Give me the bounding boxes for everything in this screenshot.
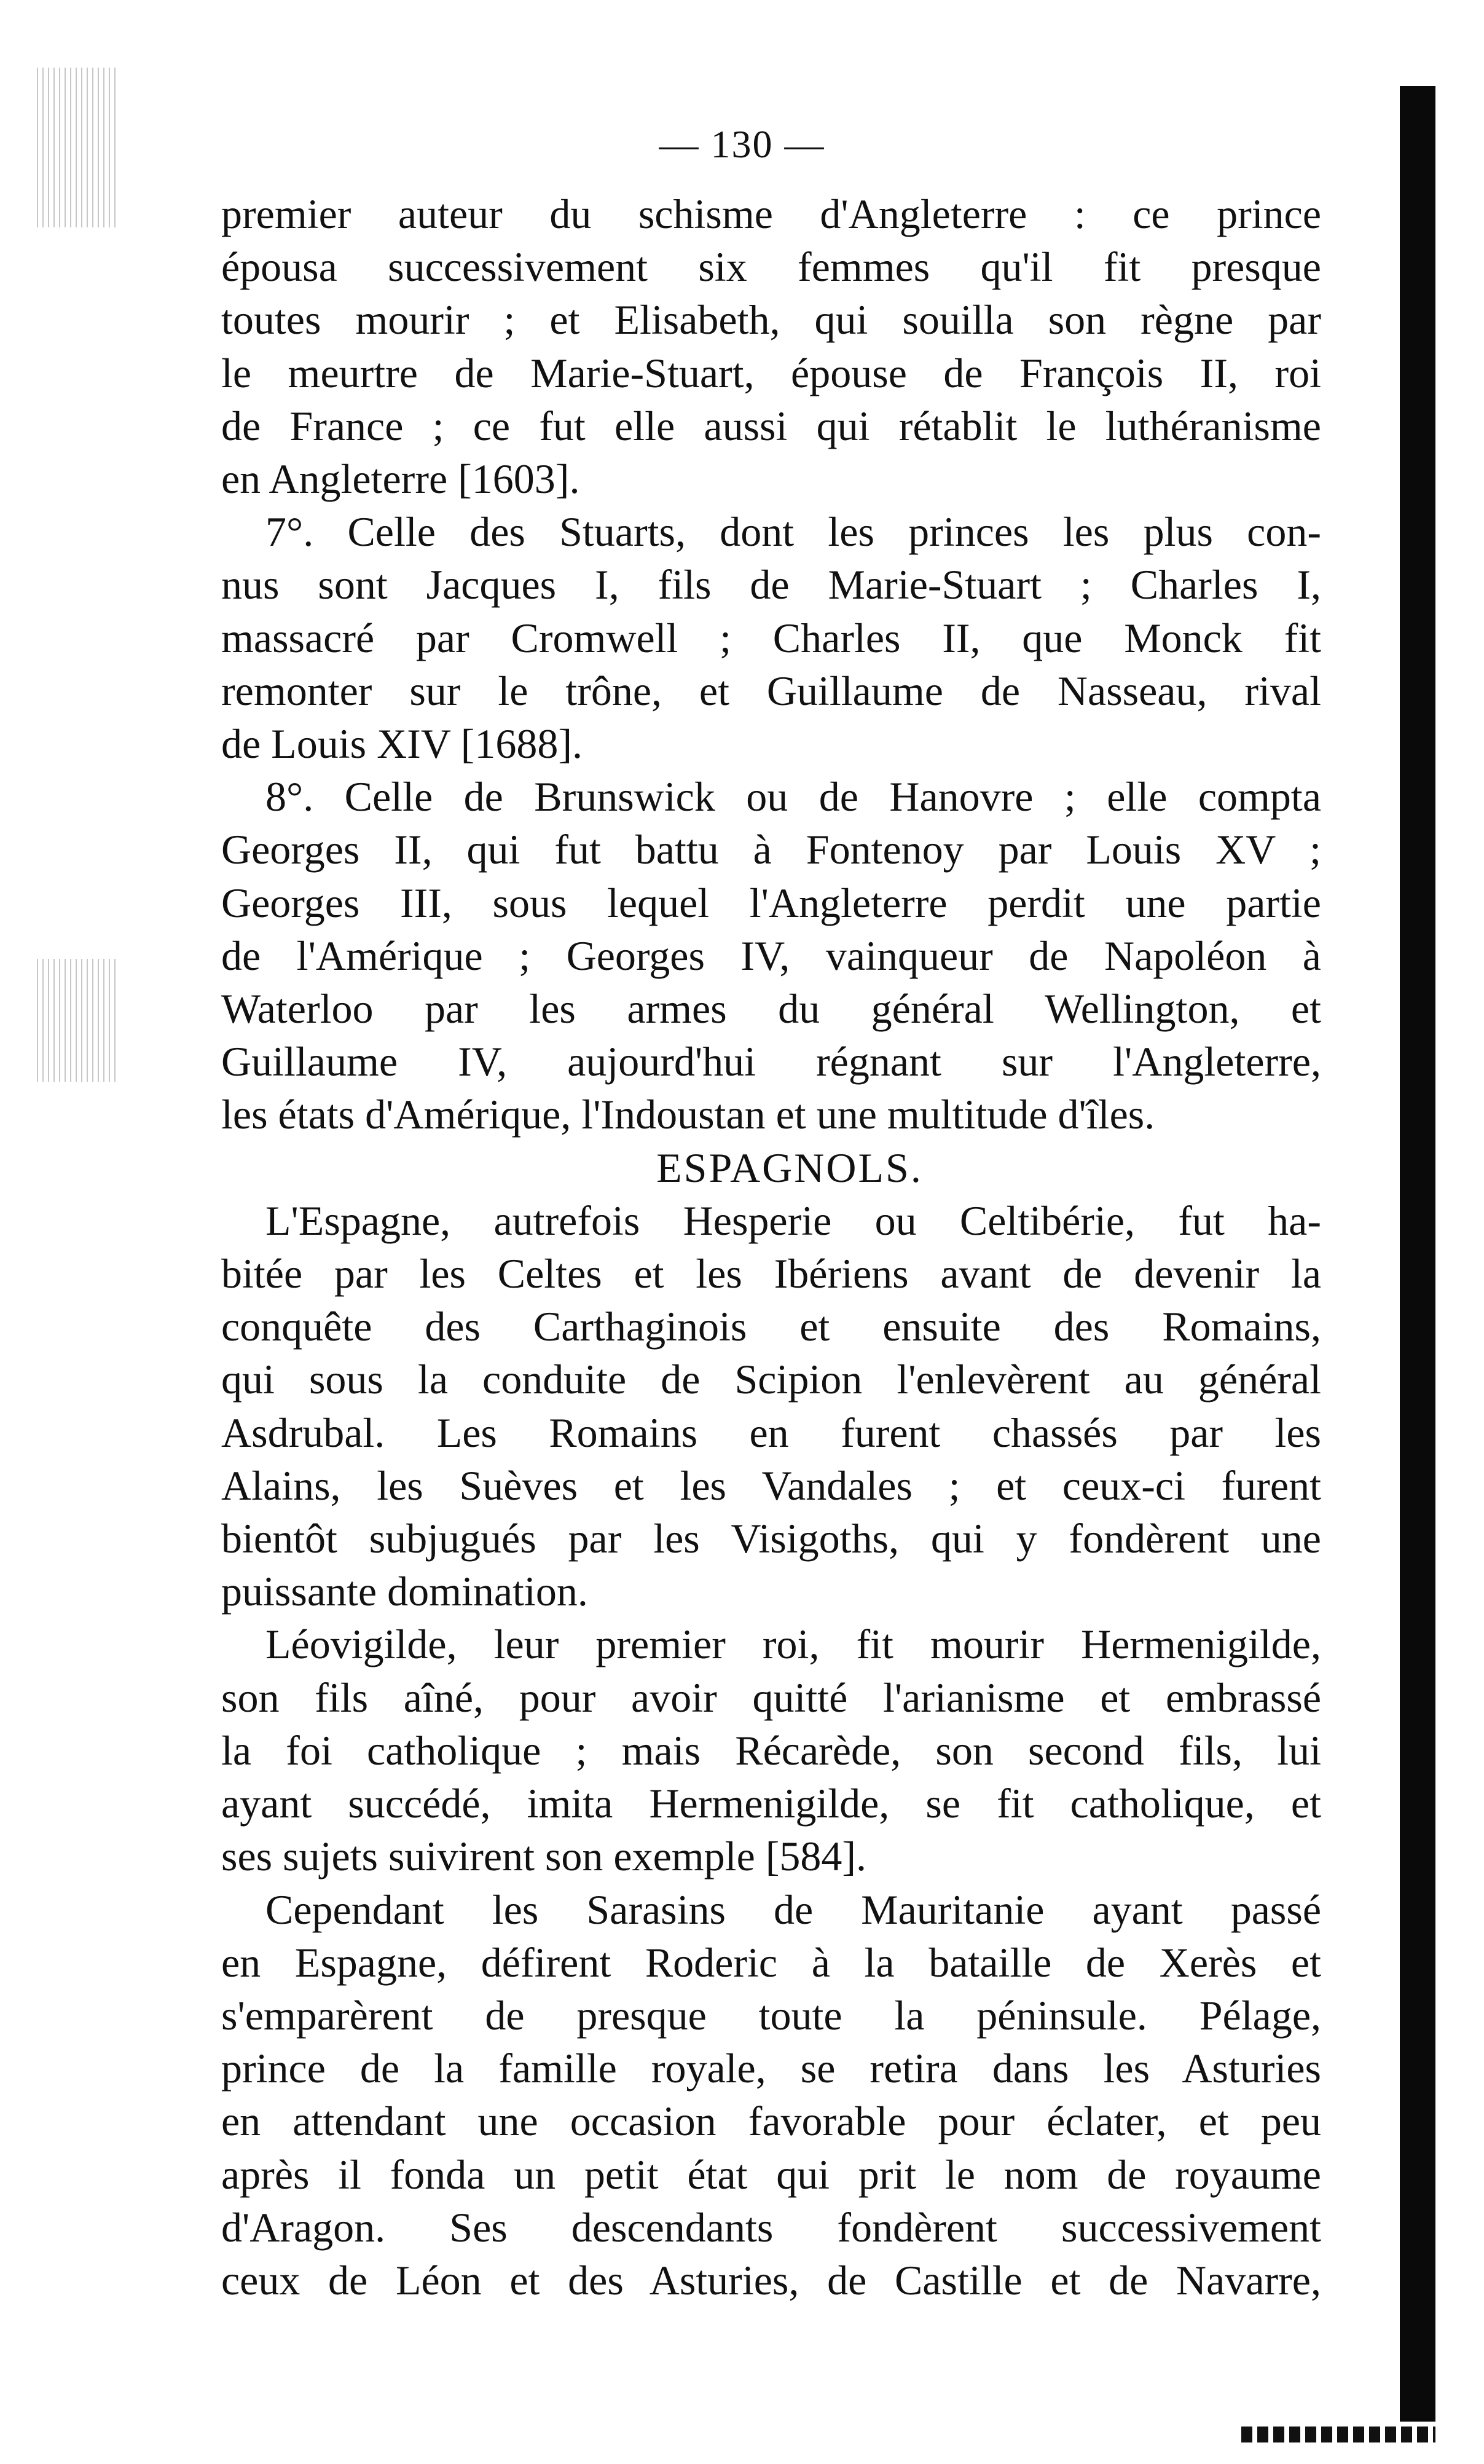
- binding-edge-tail: [1241, 2427, 1435, 2442]
- text-line: d'Aragon. Ses descendants fondèrent successivement: [221, 2203, 1321, 2251]
- text-line: en Espagne, défirent Roderic à la bataille de Xerès et: [221, 1939, 1321, 1986]
- text-line: son fils aîné, pour avoir quitté l'arianisme et embrassé: [221, 1674, 1321, 1721]
- text-line: puissante domination.: [221, 1568, 588, 1615]
- binding-edge: [1400, 86, 1435, 2422]
- text-line: Georges III, sous lequel l'Angleterre perdit une partie: [221, 879, 1321, 926]
- text-line: Georges II, qui fut battu à Fontenoy par Louis XV ;: [221, 826, 1321, 873]
- text-line: épousa successivement six femmes qu'il fit presque: [221, 243, 1321, 291]
- text-line: Cependant les Sarasins de Mauritanie ayant passé: [265, 1886, 1321, 1933]
- text-line: L'Espagne, autrefois Hesperie ou Celtibérie, fut ha-: [265, 1197, 1321, 1244]
- section-heading: ESPAGNOLS.: [656, 1144, 923, 1191]
- text-line: Waterloo par les armes du général Wellington, et: [221, 985, 1321, 1033]
- text-line: Alains, les Suèves et les Vandales ; et ceux-ci furent: [221, 1462, 1321, 1509]
- text-line: premier auteur du schisme d'Angleterre : ce prince: [221, 191, 1321, 237]
- text-line: de France ; ce fut elle aussi qui rétablit le luthéranisme: [221, 402, 1321, 449]
- text-line: remonter sur le trône, et Guillaume de Nasseau, rival: [221, 667, 1321, 714]
- text-line: de l'Amérique ; Georges IV, vainqueur de Napoléon à: [221, 932, 1321, 979]
- text-line: le meurtre de Marie-Stuart, épouse de François II, roi: [221, 349, 1321, 396]
- text-line: Guillaume IV, aujourd'hui régnant sur l'Angleterre,: [221, 1038, 1321, 1085]
- text-line: en Angleterre [1603].: [221, 455, 580, 503]
- page-number: — 130 —: [659, 122, 825, 166]
- text-line: les états d'Amérique, l'Indoustan et une multitude d'îles.: [221, 1091, 1155, 1138]
- text-line: prince de la famille royale, se retira dans les Asturies: [221, 2045, 1321, 2092]
- scan-edge-noise: [37, 959, 117, 1082]
- text-line: ayant succédé, imita Hermenigilde, se fit catholique, et: [221, 1780, 1321, 1827]
- text-line: s'emparèrent de presque toute la péninsule. Pélage,: [221, 1991, 1321, 2039]
- text-line: ceux de Léon et des Asturies, de Castille et de Navarre,: [221, 2256, 1321, 2304]
- text-line: conquête des Carthaginois et ensuite des Romains,: [221, 1303, 1321, 1350]
- text-line: bientôt subjugués par les Visigoths, qui y fondèrent une: [221, 1515, 1321, 1562]
- text-line: 8°. Celle de Brunswick ou de Hanovre ; elle compta: [265, 773, 1321, 821]
- text-line: qui sous la conduite de Scipion l'enlevèrent au général: [221, 1356, 1321, 1403]
- text-line: Asdrubal. Les Romains en furent chassés par les: [221, 1409, 1321, 1456]
- text-line: en attendant une occasion favorable pour éclater, et peu: [221, 2098, 1321, 2145]
- text-line: de Louis XIV [1688].: [221, 720, 583, 768]
- text-line: bitée par les Celtes et les Ibériens avant de devenir la: [221, 1250, 1321, 1297]
- text-line: ses sujets suivirent son exemple [584].: [221, 1833, 867, 1880]
- text-line: Léovigilde, leur premier roi, fit mourir Hermenigilde,: [265, 1621, 1321, 1668]
- text-line: après il fonda un petit état qui prit le nom de royaume: [221, 2151, 1321, 2198]
- text-line: massacré par Cromwell ; Charles II, que Monck fit: [221, 614, 1321, 661]
- text-line: toutes mourir ; et Elisabeth, qui souilla son règne par: [221, 296, 1321, 344]
- body-text: [221, 187, 1321, 2307]
- text-line: la foi catholique ; mais Récarède, son second fils, lui: [221, 1726, 1321, 1774]
- text-line: 7°. Celle des Stuarts, dont les princes les plus con-: [265, 508, 1321, 556]
- text-line: nus sont Jacques I, fils de Marie-Stuart ; Charles I,: [221, 561, 1321, 608]
